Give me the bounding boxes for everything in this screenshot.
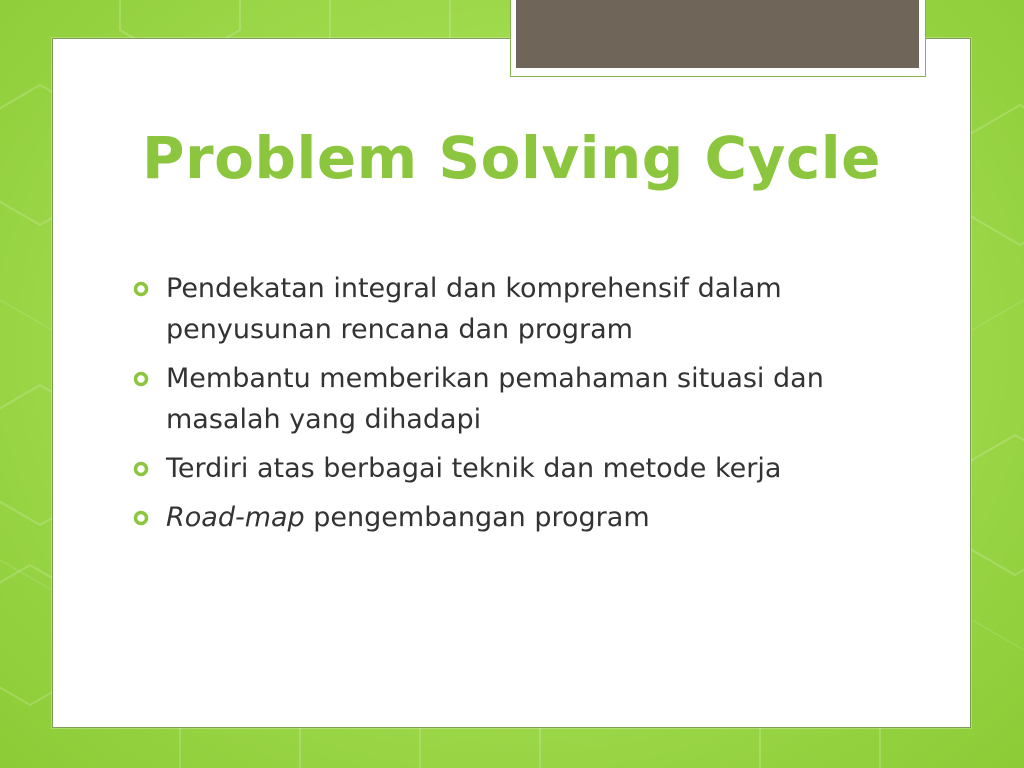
bullet-text: Membantu memberikan pemahaman situasi dan masalah yang dihadapi — [166, 363, 824, 435]
bullet-list — [133, 268, 853, 546]
circle-bullet-icon — [133, 510, 149, 526]
slide-title: Problem Solving Cycle — [142, 124, 881, 192]
bullet-text: Pendekatan integral dan komprehensif dalam penyusunan rencana dan program — [166, 273, 782, 345]
circle-bullet-icon — [133, 461, 149, 477]
bullet-item — [133, 448, 853, 489]
bullet-item — [133, 268, 853, 350]
bullet-text: pengembangan program — [304, 502, 650, 533]
bullet-item — [133, 497, 853, 538]
accent-block — [516, 0, 919, 68]
circle-bullet-icon — [133, 281, 149, 297]
bullet-item — [133, 358, 853, 440]
bullet-italic-text: Road-map — [166, 502, 305, 533]
bullet-text: Terdiri atas berbagai teknik dan metode kerja — [166, 453, 782, 484]
circle-bullet-icon — [133, 371, 149, 387]
